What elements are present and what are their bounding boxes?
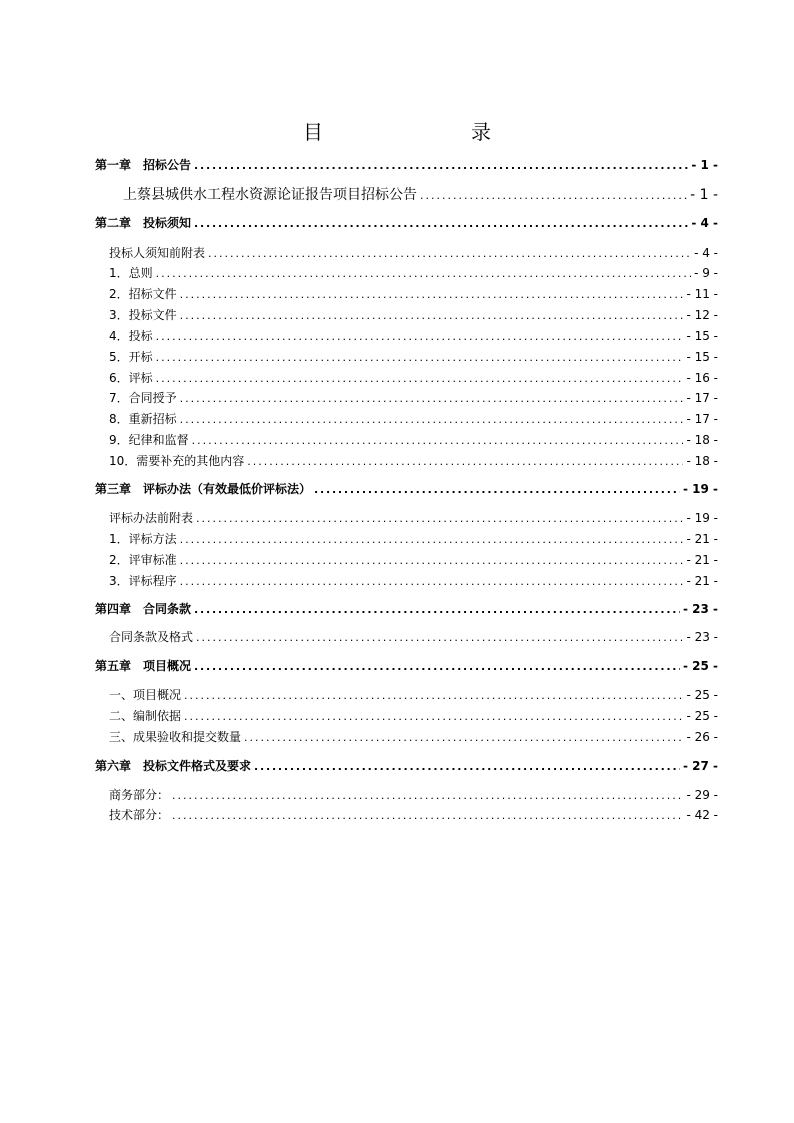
toc-page-number: - 4 -	[694, 246, 718, 260]
toc-label: 二、编制依据	[109, 709, 182, 723]
toc-leader-dots	[196, 510, 683, 528]
toc-label: 商务部分：	[109, 788, 170, 802]
toc-label: 投标人须知前附表	[109, 246, 206, 260]
toc-leader-dots	[156, 265, 691, 283]
toc-chapter-row[interactable]	[95, 757, 718, 775]
page-title: 目 录	[303, 120, 527, 144]
toc-leader-dots	[180, 286, 684, 304]
toc-label: 三、成果验收和提交数量	[109, 730, 242, 744]
toc-entry-row[interactable]	[95, 244, 718, 262]
toc-leader-dots	[244, 729, 683, 747]
toc-label: 一、项目概况	[109, 688, 182, 702]
toc-leader-dots	[254, 758, 680, 776]
toc-leader-dots	[156, 370, 684, 388]
toc-page-number: - 4 -	[691, 216, 718, 230]
toc-label: 1．总则	[109, 266, 153, 280]
toc-label: 6．评标	[109, 371, 153, 385]
toc-label: 7．合同授予	[109, 391, 177, 405]
toc-leader-dots	[194, 157, 688, 175]
toc-leader-dots	[247, 453, 683, 471]
toc-leader-dots	[180, 307, 684, 325]
toc-entry-row[interactable]	[95, 327, 718, 345]
toc-page-number: - 21 -	[686, 532, 718, 546]
toc-label: 第六章 投标文件格式及要求	[95, 759, 252, 773]
toc-entry-row[interactable]	[95, 786, 718, 804]
toc-entry-row[interactable]	[95, 806, 718, 824]
toc-label: 第二章 投标须知	[95, 216, 192, 230]
toc-page-number: - 25 -	[686, 688, 718, 702]
toc-chapter-row[interactable]	[95, 657, 718, 675]
toc-entry-row[interactable]	[95, 452, 718, 470]
toc-page-number: - 11 -	[686, 287, 718, 301]
toc-entry-row[interactable]	[95, 509, 718, 527]
toc-label: 技术部分：	[109, 808, 170, 822]
toc-label: 10．需要补充的其他内容	[109, 454, 245, 468]
toc-entry-row[interactable]	[95, 186, 718, 204]
toc-entry-row[interactable]	[95, 410, 718, 428]
toc-leader-dots	[184, 687, 683, 705]
toc-page-number: - 9 -	[694, 266, 718, 280]
toc-entry-row[interactable]	[95, 389, 718, 407]
toc-label: 第五章 项目概况	[95, 659, 192, 673]
toc-page-number: - 42 -	[686, 808, 718, 822]
toc-label: 9．纪律和监督	[109, 433, 189, 447]
toc-page-number: - 23 -	[686, 630, 718, 644]
toc-label: 上蔡县城供水工程水资源论证报告项目招标公告	[123, 187, 417, 203]
toc-entry-row[interactable]	[95, 628, 718, 646]
toc-page-number: - 21 -	[686, 553, 718, 567]
toc-label: 8．重新招标	[109, 412, 177, 426]
toc-entry-row[interactable]	[95, 686, 718, 704]
toc-chapter-row[interactable]	[95, 600, 718, 618]
toc-leader-dots	[420, 187, 687, 205]
toc-leader-dots	[180, 390, 684, 408]
toc-entry-row[interactable]	[95, 728, 718, 746]
toc-leader-dots	[194, 601, 680, 619]
toc-page-number: - 29 -	[686, 788, 718, 802]
toc-label: 合同条款及格式	[109, 630, 194, 644]
toc-page-number: - 21 -	[686, 574, 718, 588]
toc-page-number: - 27 -	[682, 759, 718, 773]
toc-leader-dots	[156, 349, 684, 367]
toc-page-number: - 17 -	[686, 391, 718, 405]
toc-leader-dots	[196, 629, 683, 647]
toc-chapter-row[interactable]	[95, 156, 718, 174]
toc-chapter-row[interactable]	[95, 480, 718, 498]
toc-leader-dots	[180, 552, 684, 570]
toc-page-number: - 1 -	[690, 187, 718, 203]
toc-label: 第三章 评标办法（有效最低价评标法）	[95, 482, 312, 496]
toc-label: 评标办法前附表	[109, 511, 194, 525]
toc-leader-dots	[194, 215, 688, 233]
toc-page-number: - 26 -	[686, 730, 718, 744]
toc-leader-dots	[156, 328, 684, 346]
toc-entry-row[interactable]	[95, 348, 718, 366]
toc-page-number: - 25 -	[686, 709, 718, 723]
toc-entry-row[interactable]	[95, 707, 718, 725]
toc-page-number: - 1 -	[691, 158, 718, 172]
toc-leader-dots	[180, 531, 684, 549]
toc-label: 4．投标	[109, 329, 153, 343]
toc-leader-dots	[180, 411, 684, 429]
toc-leader-dots	[314, 481, 680, 499]
toc-page-number: - 16 -	[686, 371, 718, 385]
toc-entry-row[interactable]	[95, 572, 718, 590]
toc-entry-row[interactable]	[95, 369, 718, 387]
toc-leader-dots	[172, 807, 683, 825]
toc-label: 5．开标	[109, 350, 153, 364]
toc-entry-row[interactable]	[95, 431, 718, 449]
toc-page-number: - 15 -	[686, 350, 718, 364]
toc-entry-row[interactable]	[95, 285, 718, 303]
toc-chapter-row[interactable]	[95, 214, 718, 232]
toc-label: 2．招标文件	[109, 287, 177, 301]
toc-leader-dots	[180, 573, 684, 591]
toc-page-number: - 17 -	[686, 412, 718, 426]
toc-page-number: - 25 -	[682, 659, 718, 673]
toc-label: 3．评标程序	[109, 574, 177, 588]
toc-entry-row[interactable]	[95, 306, 718, 324]
toc-page-number: - 18 -	[686, 433, 718, 447]
toc-label: 3．投标文件	[109, 308, 177, 322]
toc-label: 第四章 合同条款	[95, 602, 192, 616]
toc-page-number: - 19 -	[686, 511, 718, 525]
toc-leader-dots	[184, 708, 683, 726]
toc-page-number: - 15 -	[686, 329, 718, 343]
toc-entry-row[interactable]	[95, 264, 718, 282]
toc-label: 2．评审标准	[109, 553, 177, 567]
toc-entry-row[interactable]	[95, 551, 718, 569]
toc-leader-dots	[192, 432, 684, 450]
toc-page-number: - 12 -	[686, 308, 718, 322]
toc-leader-dots	[194, 658, 680, 676]
toc-entry-row[interactable]	[95, 530, 718, 548]
toc-page-number: - 19 -	[682, 482, 718, 496]
toc-leader-dots	[172, 787, 683, 805]
toc-page-number: - 18 -	[686, 454, 718, 468]
toc-page-number: - 23 -	[682, 602, 718, 616]
toc-label: 第一章 招标公告	[95, 158, 192, 172]
toc-label: 1．评标方法	[109, 532, 177, 546]
toc-leader-dots	[208, 245, 691, 263]
